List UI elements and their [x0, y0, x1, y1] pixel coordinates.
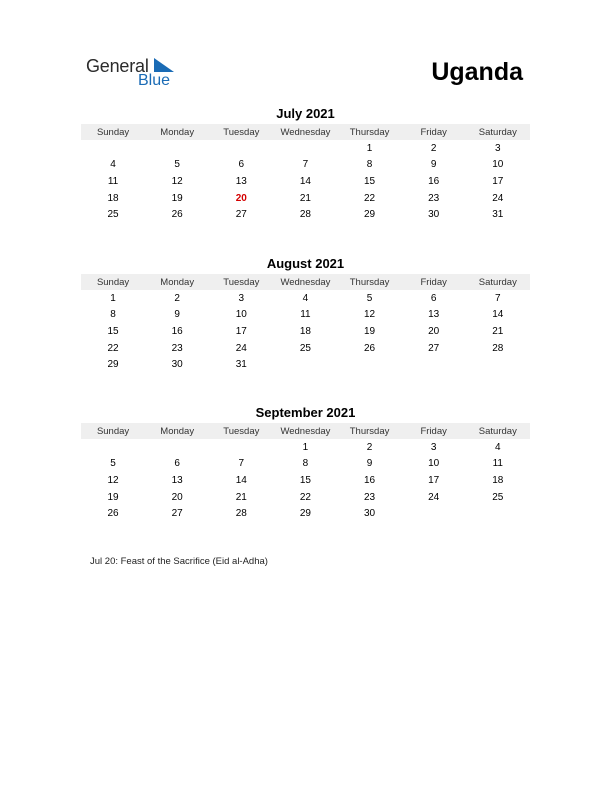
day-cell: 11 [300, 309, 311, 321]
weekday-label: Sunday [96, 126, 130, 138]
day-cell: 15 [107, 325, 119, 337]
weekday-label: Monday [160, 276, 195, 288]
day-cell: 18 [299, 325, 311, 337]
day-cell: 25 [299, 342, 311, 354]
day-cell: 23 [428, 192, 440, 204]
day-cell: 9 [366, 458, 373, 470]
day-cell: 29 [299, 508, 311, 520]
week-row [81, 505, 530, 522]
day-cell: 14 [235, 474, 247, 486]
day-cell: 31 [492, 209, 504, 221]
day-cell: 2 [174, 292, 180, 304]
day-cell: 30 [171, 359, 183, 371]
day-cell: 20 [235, 192, 247, 204]
day-cell: 3 [238, 292, 245, 304]
day-cell: 15 [364, 175, 376, 187]
weekday-label: Sunday [96, 425, 130, 437]
day-cell: 26 [171, 209, 183, 221]
weekday-label: Saturday [478, 425, 517, 437]
day-cell: 28 [492, 342, 504, 354]
month-title: July 2021 [276, 106, 335, 121]
day-cell: 20 [428, 325, 440, 337]
weekday-label: Wednesday [280, 425, 331, 437]
day-cell: 19 [171, 192, 183, 204]
week-row [81, 307, 530, 324]
day-cell: 7 [302, 159, 309, 171]
day-cell: 13 [235, 175, 247, 187]
week-row [81, 290, 530, 307]
week-row [81, 472, 530, 489]
day-cell: 21 [492, 325, 504, 337]
day-cell: 22 [364, 192, 376, 204]
day-cell: 7 [238, 458, 245, 470]
day-cell: 10 [428, 458, 440, 470]
weekday-header-row [81, 274, 530, 290]
weekday-label: Sunday [96, 276, 130, 288]
month-july [81, 106, 530, 223]
day-cell: 30 [364, 508, 376, 520]
day-cell: 6 [174, 458, 180, 470]
day-cell: 29 [364, 209, 376, 221]
week-row [81, 356, 530, 373]
week-row [81, 439, 530, 456]
day-cell: 24 [492, 192, 504, 204]
weekday-label: Wednesday [280, 126, 331, 138]
weekday-label: Thursday [349, 425, 390, 437]
weekday-label: Tuesday [223, 425, 260, 437]
day-cell: 10 [492, 159, 504, 171]
day-cell: 8 [366, 159, 373, 171]
weekday-label: Monday [160, 126, 195, 138]
weekday-label: Tuesday [223, 126, 260, 138]
day-cell: 19 [364, 325, 376, 337]
day-cell: 25 [107, 209, 119, 221]
day-cell: 17 [492, 175, 504, 187]
logo-text-blue: Blue [138, 72, 171, 89]
day-cell: 22 [299, 491, 311, 503]
day-cell: 14 [492, 309, 504, 321]
month-title: August 2021 [266, 256, 345, 271]
day-cell: 3 [430, 441, 437, 453]
day-cell: 14 [299, 175, 311, 187]
day-cell: 6 [430, 292, 437, 304]
week-row [81, 157, 530, 174]
month-title: September 2021 [255, 405, 356, 420]
day-cell: 9 [174, 309, 180, 321]
day-cell: 4 [495, 441, 501, 453]
day-cell: 28 [299, 209, 311, 221]
weekday-label: Thursday [349, 276, 390, 288]
day-cell: 4 [302, 292, 309, 304]
week-row [81, 489, 530, 506]
day-cell: 25 [492, 491, 504, 503]
weekday-label: Friday [420, 276, 447, 288]
weekday-header-row [81, 423, 530, 439]
day-cell: 16 [171, 325, 183, 337]
day-cell: 15 [299, 474, 311, 486]
day-cell: 23 [364, 491, 376, 503]
week-row [81, 323, 530, 340]
day-cell: 6 [238, 159, 245, 171]
day-cell: 18 [492, 474, 504, 486]
day-cell: 8 [302, 458, 309, 470]
day-cell: 27 [428, 342, 440, 354]
week-row [81, 173, 530, 190]
day-cell: 2 [430, 142, 437, 154]
day-cell: 5 [110, 458, 116, 470]
day-cell: 9 [430, 159, 437, 171]
day-cell: 17 [428, 474, 440, 486]
logo-text-general: General [86, 56, 149, 76]
day-cell: 27 [235, 209, 247, 221]
day-cell: 21 [235, 491, 247, 503]
day-cell: 18 [107, 192, 119, 204]
day-cell: 16 [364, 474, 376, 486]
day-cell: 30 [428, 209, 440, 221]
day-cell: 10 [235, 309, 247, 321]
week-row [81, 190, 530, 207]
day-cell: 12 [107, 474, 119, 486]
day-cell: 16 [428, 175, 440, 187]
day-cell: 5 [174, 159, 180, 171]
day-cell: 24 [235, 342, 247, 354]
day-cell: 11 [492, 458, 503, 470]
country-title: Uganda [431, 58, 523, 86]
weekday-label: Monday [160, 425, 195, 437]
day-cell: 31 [235, 359, 247, 371]
day-cell: 4 [110, 159, 116, 171]
weekday-label: Friday [420, 425, 447, 437]
day-cell: 22 [107, 342, 119, 354]
weekday-header-row [81, 124, 530, 140]
day-cell: 17 [235, 325, 247, 337]
day-cell: 12 [364, 309, 376, 321]
day-cell: 1 [366, 142, 373, 154]
weekday-label: Thursday [349, 126, 390, 138]
brand-logo [86, 56, 196, 92]
day-cell: 5 [366, 292, 373, 304]
day-cell: 27 [171, 508, 183, 520]
day-cell: 19 [107, 491, 119, 503]
day-cell: 23 [171, 342, 183, 354]
calendar-grid [81, 423, 530, 522]
week-row [81, 456, 530, 473]
day-cell: 29 [107, 359, 119, 371]
day-cell: 13 [428, 309, 440, 321]
week-row [81, 140, 530, 157]
day-cell: 28 [235, 508, 247, 520]
weekday-label: Saturday [478, 276, 517, 288]
day-cell: 2 [366, 441, 373, 453]
day-cell: 21 [299, 192, 311, 204]
day-cell: 3 [495, 142, 501, 154]
day-cell: 7 [495, 292, 501, 304]
day-cell: 1 [110, 292, 116, 304]
weekday-label: Tuesday [223, 276, 260, 288]
weekday-label: Wednesday [280, 276, 331, 288]
calendar-grid [81, 124, 530, 223]
weekday-label: Friday [420, 126, 447, 138]
day-cell: 11 [107, 175, 119, 187]
day-cell: 24 [428, 491, 440, 503]
holiday-note: Jul 20: Feast of the Sacrifice (Eid al-Adha) [90, 556, 268, 567]
week-row [81, 340, 530, 357]
day-cell: 26 [107, 508, 119, 520]
month-august [81, 256, 530, 373]
calendar-grid [81, 274, 530, 373]
weekday-label: Saturday [478, 126, 517, 138]
day-cell: 12 [171, 175, 183, 187]
day-cell: 26 [364, 342, 376, 354]
day-cell: 20 [171, 491, 183, 503]
week-row [81, 206, 530, 223]
day-cell: 8 [110, 309, 116, 321]
day-cell: 1 [302, 441, 309, 453]
day-cell: 13 [171, 474, 183, 486]
month-september [81, 405, 530, 522]
